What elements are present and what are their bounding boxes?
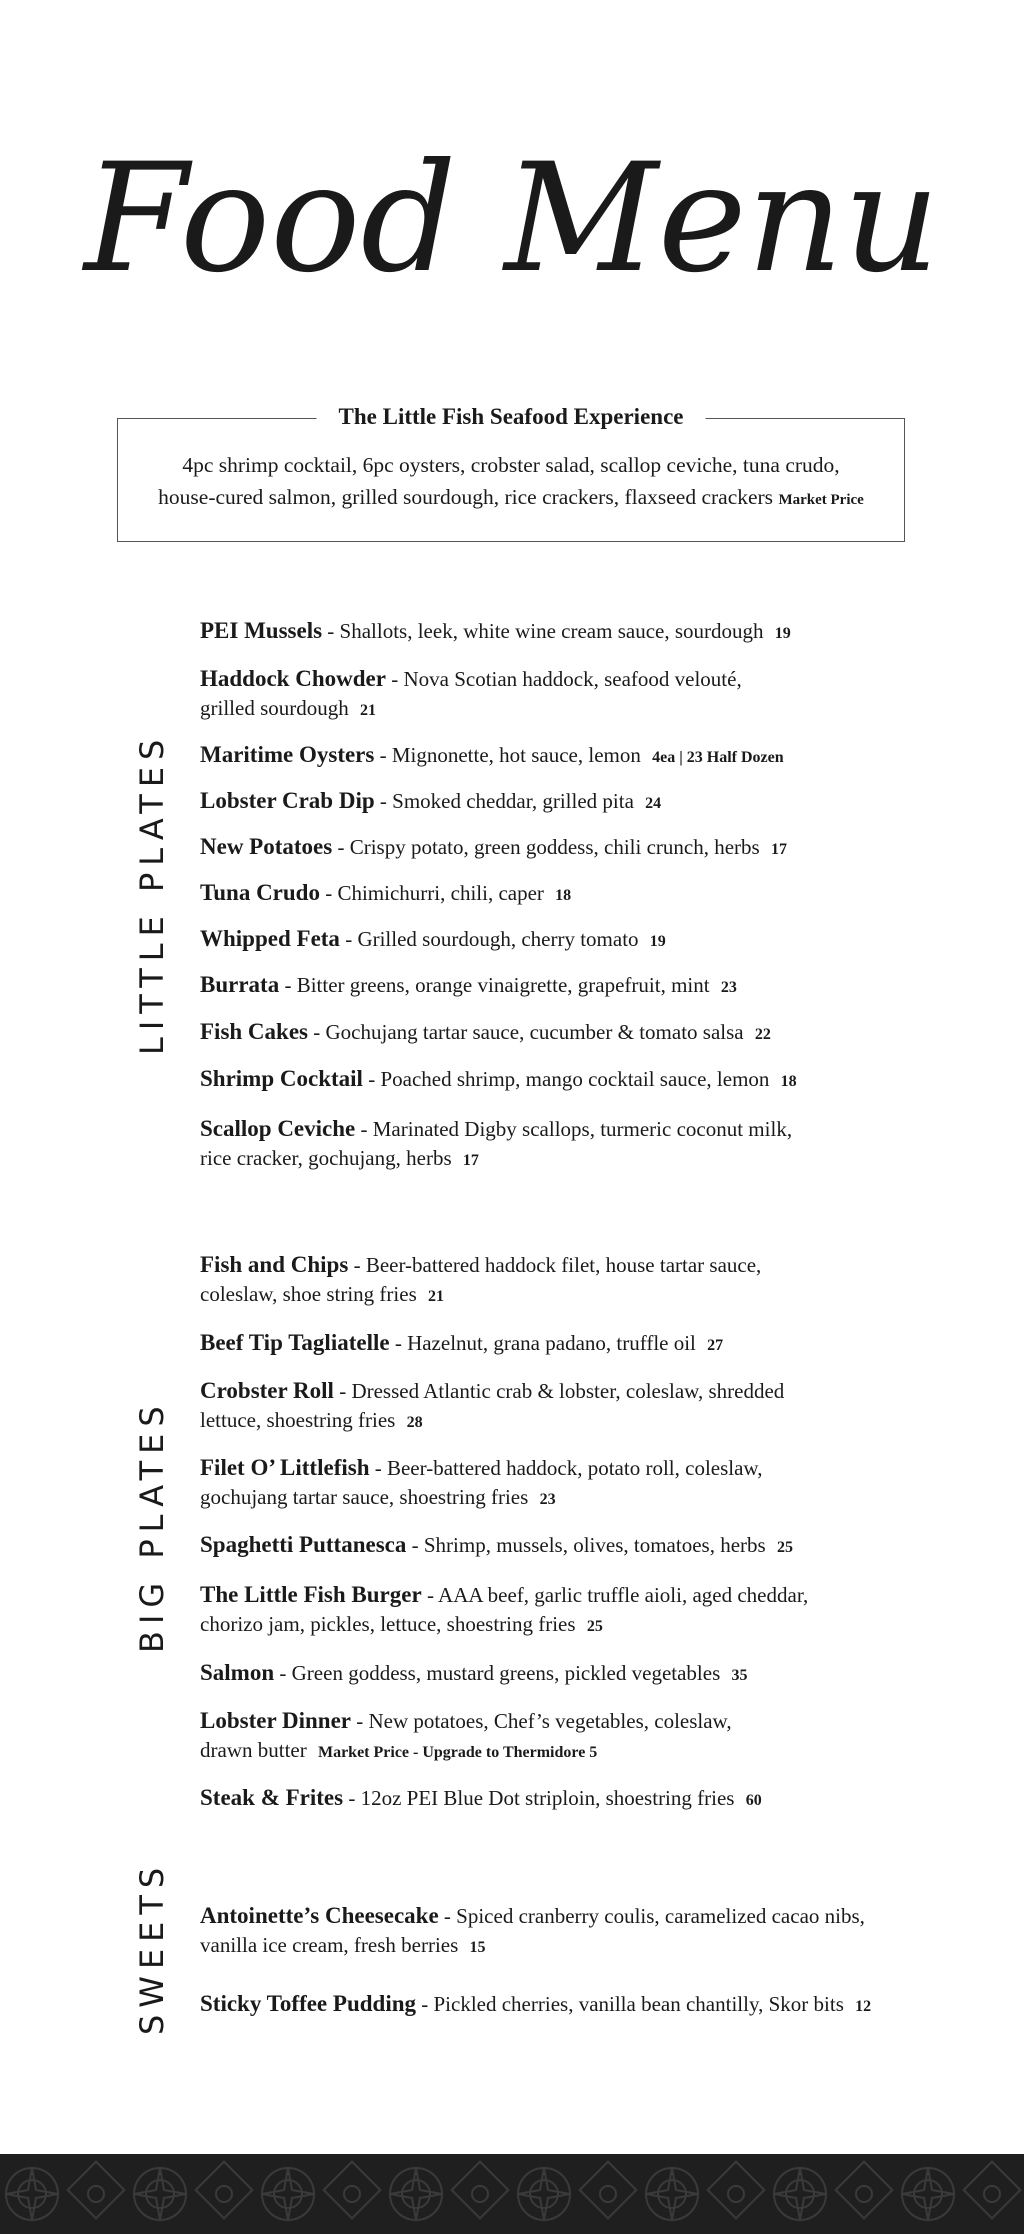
- item-description: Gochujang tartar sauce, cucumber & tomato salsa: [325, 1020, 744, 1044]
- item-name: Tuna Crudo: [200, 880, 320, 905]
- item-description: Green goddess, mustard greens, pickled vegetables: [291, 1661, 721, 1685]
- item-description: Hazelnut, grana padano, truffle oil: [407, 1331, 696, 1355]
- menu-item: Fish Cakes - Gochujang tartar sauce, cucumber & tomato salsa 22: [200, 1019, 771, 1044]
- section-label-big-plates: BIG PLATES: [133, 1399, 171, 1653]
- item-price: Market Price - Upgrade to Thermidore 5: [317, 1744, 598, 1761]
- item-description-2: chorizo jam, pickles, lettuce, shoestring fries: [200, 1612, 576, 1636]
- item-price: 18: [780, 1073, 797, 1090]
- item-description-2: lettuce, shoestring fries: [200, 1408, 396, 1432]
- item-price: 60: [745, 1792, 762, 1809]
- item-name: Beef Tip Tagliatelle: [200, 1330, 390, 1355]
- menu-item: Whipped Feta - Grilled sourdough, cherry tomato 19: [200, 926, 666, 951]
- item-price: 23: [539, 1491, 556, 1508]
- item-name: Steak & Frites: [200, 1785, 344, 1810]
- item-name: Fish Cakes: [200, 1019, 308, 1044]
- menu-item: Steak & Frites - 12oz PEI Blue Dot striploin, shoestring fries 60: [200, 1785, 762, 1810]
- featured-line-1: 4pc shrimp cocktail, 6pc oysters, crobster salad, scallop ceviche, tuna crudo,: [182, 453, 840, 477]
- item-description: Pickled cherries, vanilla bean chantilly, Skor bits: [433, 1992, 844, 2016]
- item-price: 27: [707, 1337, 724, 1354]
- item-description-2: grilled sourdough: [200, 696, 349, 720]
- featured-line-2: [118, 481, 904, 516]
- menu-item: Shrimp Cocktail - Poached shrimp, mango cocktail sauce, lemon 18: [200, 1066, 797, 1091]
- menu-item: Lobster Crab Dip - Smoked cheddar, grilled pita 24: [200, 788, 662, 813]
- item-price: 35: [731, 1667, 748, 1684]
- item-name: Lobster Crab Dip: [200, 788, 375, 813]
- section-label-little-plates: LITTLE PLATES: [133, 732, 171, 1055]
- item-price: 15: [469, 1939, 486, 1956]
- menu-item: Crobster Roll - Dressed Atlantic crab & lobster, coleslaw, shredded lettuce, shoestring fries 28: [200, 1378, 785, 1432]
- item-description: AAA beef, garlic truffle aioli, aged cheddar,: [438, 1583, 809, 1607]
- item-name: PEI Mussels: [200, 618, 323, 643]
- item-description-2: gochujang tartar sauce, shoestring fries: [200, 1485, 529, 1509]
- item-price: 25: [586, 1618, 603, 1635]
- menu-item: Lobster Dinner - New potatoes, Chef’s vegetables, coleslaw, drawn butter Market Price - Upgrade to Thermidore 5: [200, 1708, 732, 1762]
- item-name: Burrata: [200, 972, 280, 997]
- item-name: The Little Fish Burger: [200, 1582, 422, 1607]
- menu-item: Antoinette’s Cheesecake - Spiced cranberry coulis, caramelized cacao nibs, vanilla ice cream, fresh berries 15: [200, 1903, 865, 1957]
- item-name: Scallop Ceviche: [200, 1116, 356, 1141]
- item-price: 24: [645, 795, 662, 812]
- item-price: 23: [720, 979, 737, 996]
- item-price: 19: [649, 933, 666, 950]
- item-name: Crobster Roll: [200, 1378, 334, 1403]
- item-name: Maritime Oysters: [200, 742, 375, 767]
- item-description: Dressed Atlantic crab & lobster, coleslaw, shredded: [351, 1379, 785, 1403]
- item-description: Chimichurri, chili, caper: [337, 881, 544, 905]
- item-description: Shallots, leek, white wine cream sauce, sourdough: [339, 619, 764, 643]
- item-name: New Potatoes: [200, 834, 333, 859]
- item-price: 18: [555, 887, 572, 904]
- item-description: Crispy potato, green goddess, chili crunch, herbs: [349, 835, 760, 859]
- item-description: Grilled sourdough, cherry tomato: [357, 927, 639, 951]
- item-name: Salmon: [200, 1660, 275, 1685]
- menu-item: Maritime Oysters - Mignonette, hot sauce, lemon 4ea | 23 Half Dozen: [200, 742, 784, 767]
- menu-item: Scallop Ceviche - Marinated Digby scallops, turmeric coconut milk, rice cracker, gochujang, herbs 17: [200, 1116, 793, 1170]
- item-name: Spaghetti Puttanesca: [200, 1532, 407, 1557]
- menu-item: PEI Mussels - Shallots, leek, white wine cream sauce, sourdough 19: [200, 618, 791, 643]
- menu-item: Filet O’ Littlefish - Beer-battered haddock, potato roll, coleslaw, gochujang tartar sauce, shoestring fries 23: [200, 1455, 763, 1509]
- item-name: Sticky Toffee Pudding: [200, 1991, 416, 2016]
- featured-line-2-text: house-cured salmon, grilled sourdough, rice crackers, flaxseed crackers: [158, 485, 774, 509]
- featured-box: [117, 404, 905, 542]
- item-price: 12: [855, 1998, 872, 2015]
- item-description: Beer-battered haddock, potato roll, coleslaw,: [386, 1456, 763, 1480]
- item-description-2: rice cracker, gochujang, herbs: [200, 1146, 452, 1170]
- item-description: Bitter greens, orange vinaigrette, grapefruit, mint: [296, 973, 710, 997]
- item-price: 17: [770, 841, 787, 858]
- item-description: Poached shrimp, mango cocktail sauce, lemon: [380, 1067, 770, 1091]
- menu-item: Spaghetti Puttanesca - Shrimp, mussels, olives, tomatoes, herbs 25: [200, 1532, 793, 1557]
- item-price: 4ea | 23 Half Dozen: [652, 749, 784, 766]
- item-description: Smoked cheddar, grilled pita: [392, 789, 634, 813]
- featured-title: The Little Fish Seafood Experience: [317, 404, 706, 430]
- item-price: 25: [776, 1539, 793, 1556]
- item-description-2: coleslaw, shoe string fries: [200, 1282, 417, 1306]
- featured-description: [118, 449, 904, 516]
- item-name: Fish and Chips: [200, 1252, 349, 1277]
- menu-item: Sticky Toffee Pudding - Pickled cherries, vanilla bean chantilly, Skor bits 12: [200, 1991, 872, 2016]
- item-price: 19: [774, 625, 791, 642]
- item-price: 17: [462, 1152, 479, 1169]
- menu-item: Burrata - Bitter greens, orange vinaigrette, grapefruit, mint 23: [200, 972, 737, 997]
- item-price: 22: [754, 1026, 771, 1043]
- item-price: 28: [406, 1414, 423, 1431]
- item-description: Beer-battered haddock filet, house tartar sauce,: [365, 1253, 762, 1277]
- menu-item: The Little Fish Burger - AAA beef, garlic truffle aioli, aged cheddar, chorizo jam, pickles, lettuce, shoestring fries 25: [200, 1582, 809, 1636]
- item-name: Filet O’ Littlefish: [200, 1455, 370, 1480]
- item-description-2: vanilla ice cream, fresh berries: [200, 1933, 459, 1957]
- item-description: 12oz PEI Blue Dot striploin, shoestring fries: [360, 1786, 735, 1810]
- item-description: Mignonette, hot sauce, lemon: [391, 743, 641, 767]
- item-price: 21: [359, 702, 376, 719]
- menu-item: Salmon - Green goddess, mustard greens, pickled vegetables 35: [200, 1660, 748, 1685]
- item-name: Antoinette’s Cheesecake: [200, 1903, 439, 1928]
- item-name: Whipped Feta: [200, 926, 340, 951]
- menu-item: New Potatoes - Crispy potato, green goddess, chili crunch, herbs 17: [200, 834, 787, 859]
- item-description: Spiced cranberry coulis, caramelized cacao nibs,: [456, 1904, 865, 1928]
- featured-price: Market Price: [778, 492, 864, 508]
- menu-title: [0, 95, 1024, 335]
- menu-item: Fish and Chips - Beer-battered haddock filet, house tartar sauce, coleslaw, shoe string fries 21: [200, 1252, 762, 1306]
- item-description: Nova Scotian haddock, seafood velouté,: [403, 667, 742, 691]
- item-name: Haddock Chowder: [200, 666, 386, 691]
- menu-item: Tuna Crudo - Chimichurri, chili, caper 18: [200, 880, 572, 905]
- menu-item: Beef Tip Tagliatelle - Hazelnut, grana padano, truffle oil 27: [200, 1330, 724, 1355]
- item-description: Shrimp, mussels, olives, tomatoes, herbs: [423, 1533, 766, 1557]
- item-price: 21: [428, 1288, 444, 1305]
- item-name: Shrimp Cocktail: [200, 1066, 363, 1091]
- section-label-sweets: SWEETS: [133, 1860, 171, 2035]
- footer-pattern: [0, 2154, 1024, 2234]
- decorative-footer: [0, 2154, 1024, 2234]
- menu-title-text: Food Menu: [84, 132, 940, 306]
- item-description-2: drawn butter: [200, 1738, 307, 1762]
- item-name: Lobster Dinner: [200, 1708, 351, 1733]
- item-description: Marinated Digby scallops, turmeric coconut milk,: [372, 1117, 793, 1141]
- item-description: New potatoes, Chef’s vegetables, coleslaw,: [368, 1709, 732, 1733]
- menu-item: Haddock Chowder - Nova Scotian haddock, seafood velouté, grilled sourdough 21: [200, 666, 742, 720]
